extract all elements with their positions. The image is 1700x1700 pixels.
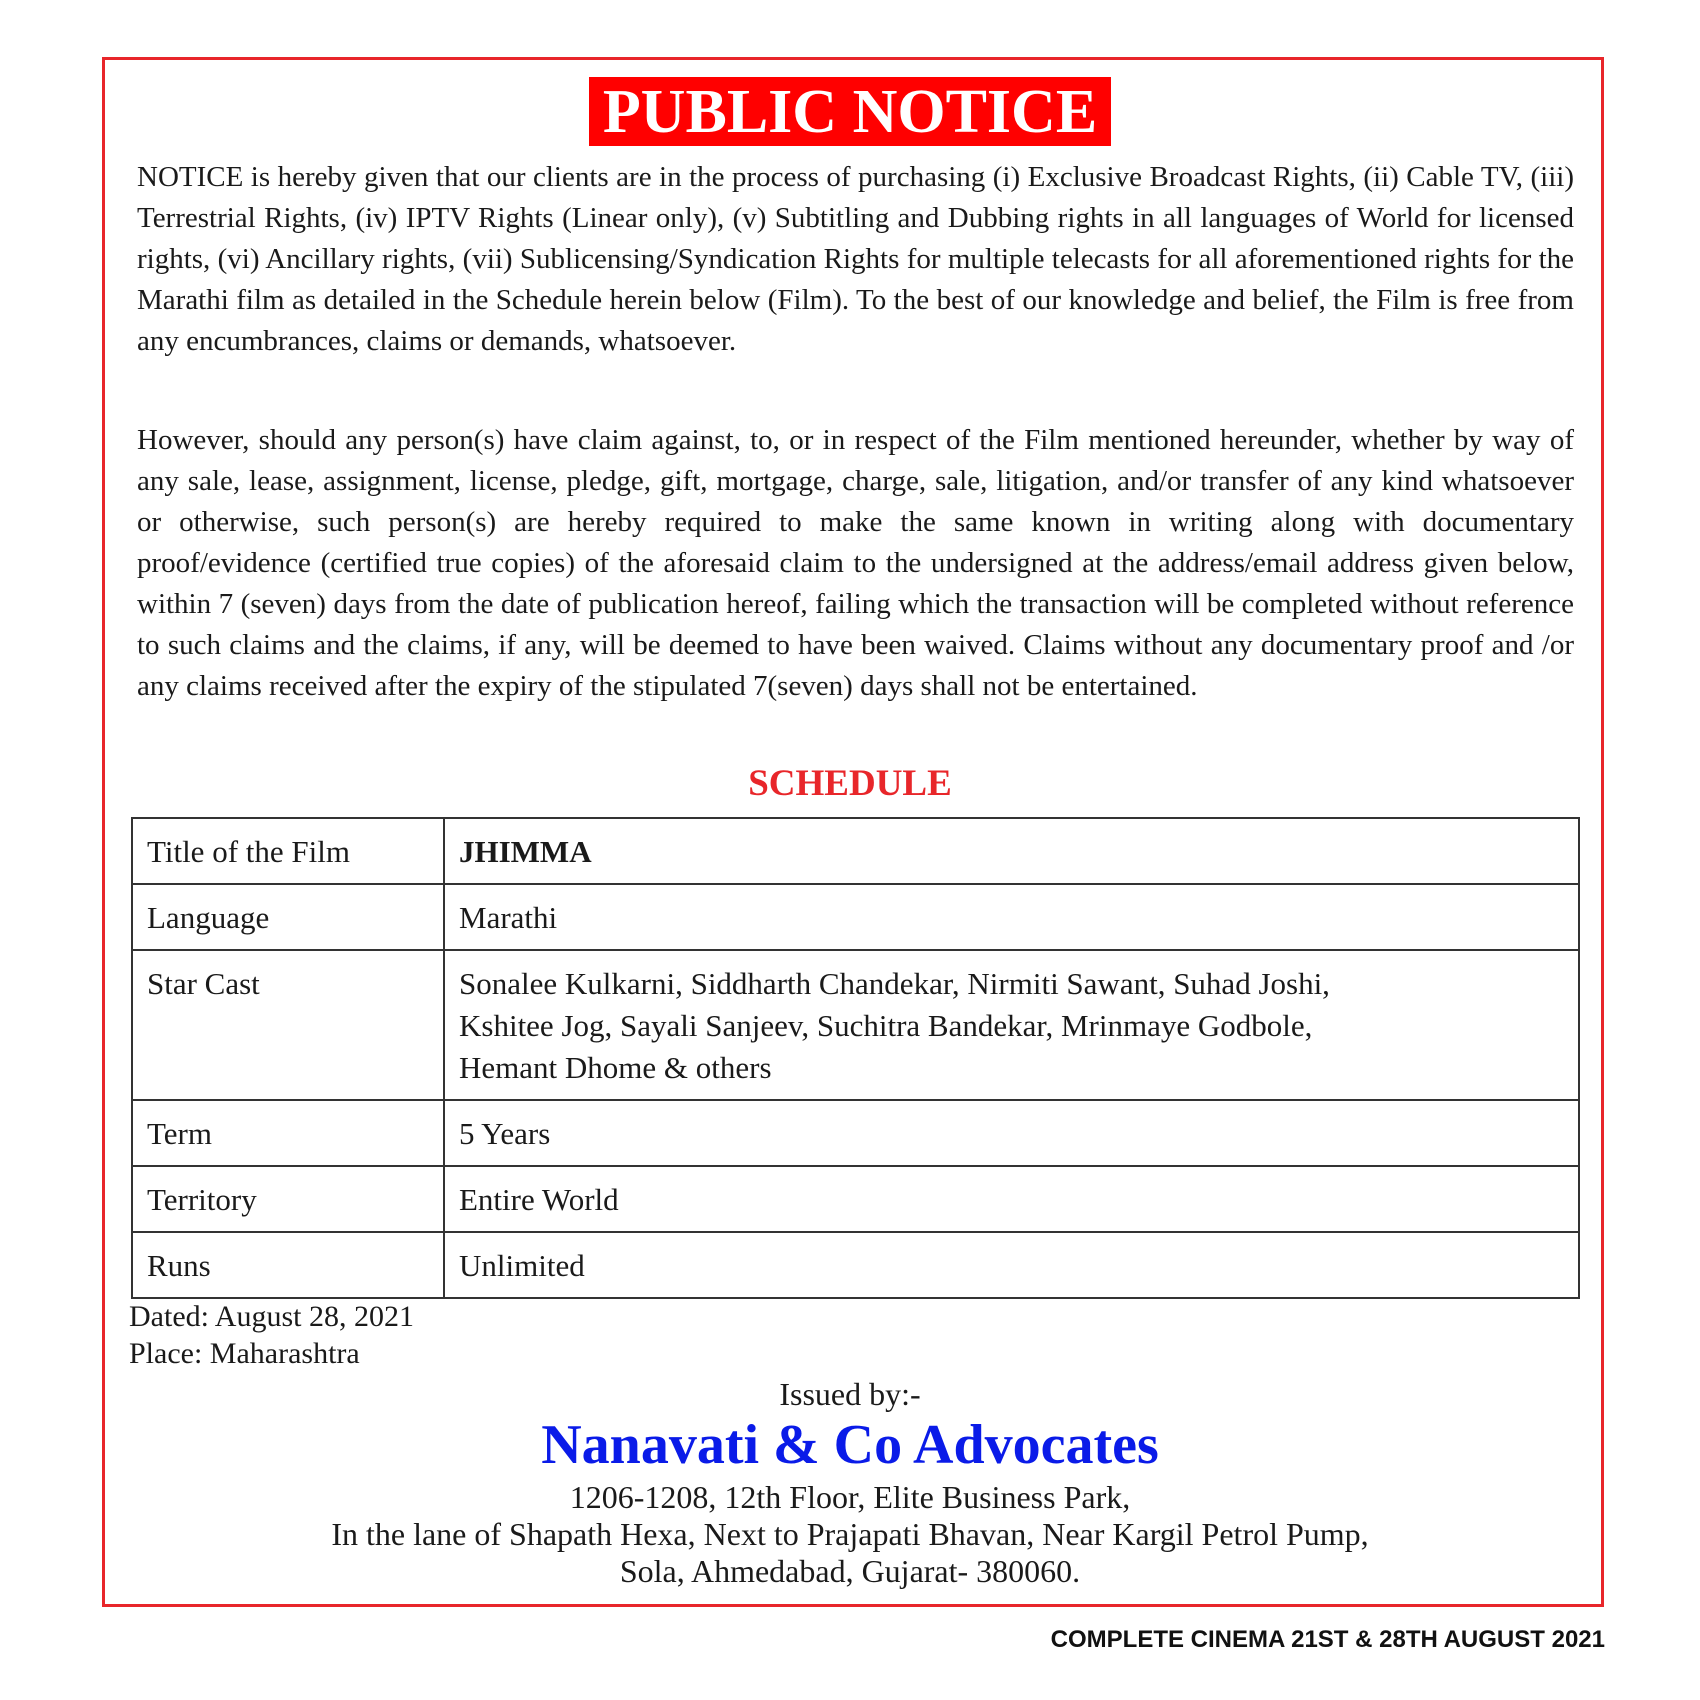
- row-label: Title of the Film: [132, 818, 444, 884]
- publication-credit: COMPLETE CINEMA 21ST & 28TH AUGUST 2021: [1050, 1626, 1605, 1653]
- address-line: In the lane of Shapath Hexa, Next to Prajapati Bhavan, Near Kargil Petrol Pump,: [331, 1516, 1369, 1552]
- runs-value: Unlimited: [444, 1232, 1579, 1298]
- star-cast-line: Sonalee Kulkarni, Siddharth Chandekar, Nirmiti Sawant, Suhad Joshi,: [459, 966, 1330, 1001]
- star-cast-line: Kshitee Jog, Sayali Sanjeev, Suchitra Bandekar, Mrinmaye Godbole,: [459, 1008, 1313, 1043]
- notice-paragraph-2: However, should any person(s) have claim against, to, or in respect of the Film mentioned hereunder, whether by way of any sale, lease, assignment, license, pledge, gift, mortgage, charge, sale, litigation, and/or transfer of any kind whatsoever or otherwise, such person(s) are hereby required to make the same known in writing along with documentary proof/evidence (certified true copies) of the aforesaid claim to the undersigned at the address/email address given below, within 7 (seven) days from the date of publication hereof, failing which the transaction will be completed without reference to such claims and the claims, if any, will be deemed to have been waived. Claims without any documentary proof and /or any claims received after the expiry of the stipulated 7(seven) days shall not be entertained.: [137, 424, 1574, 702]
- table-row: [132, 1100, 1579, 1166]
- date-place-block: [129, 1298, 414, 1372]
- row-label: Term: [132, 1100, 444, 1166]
- language-value: Marathi: [444, 884, 1579, 950]
- table-row: [132, 1166, 1579, 1232]
- schedule-heading: SCHEDULE: [748, 763, 952, 804]
- table-row: [132, 818, 1579, 884]
- row-label: Runs: [132, 1232, 444, 1298]
- row-label: Star Cast: [132, 950, 444, 1100]
- firm-name: Nanavati & Co Advocates: [541, 1414, 1159, 1476]
- film-title-value: JHIMMA: [444, 818, 1579, 884]
- table-row: [132, 1232, 1579, 1298]
- dated-text: Dated: August 28, 2021: [129, 1300, 414, 1333]
- title-wrapper: [0, 77, 1700, 146]
- notice-paragraph-1: NOTICE is hereby given that our clients are in the process of purchasing (i) Exclusive Broadcast Rights, (ii) Cable TV, (iii) Terrestrial Rights, (iv) IPTV Rights (Linear only), (v) Subtitling and Dubbing rights in all languages of World for licensed rights, (vi) Ancillary rights, (vii) Sublicensing/Syndication Rights for multiple telecasts for all aforementioned rights for the Marathi film as detailed in the Schedule herein below (Film). To the best of our knowledge and belief, the Film is free from any encumbrances, claims or demands, whatsoever.: [137, 161, 1574, 357]
- firm-address: [0, 1479, 1700, 1590]
- table-row: [132, 950, 1579, 1100]
- place-text: Place: Maharashtra: [129, 1337, 360, 1370]
- row-label: Territory: [132, 1166, 444, 1232]
- address-line: Sola, Ahmedabad, Gujarat- 380060.: [619, 1553, 1081, 1589]
- schedule-table: [131, 817, 1580, 1299]
- issued-by-label: Issued by:-: [779, 1376, 921, 1412]
- star-cast-line: Hemant Dhome & others: [459, 1050, 772, 1085]
- table-row: [132, 884, 1579, 950]
- row-label: Language: [132, 884, 444, 950]
- star-cast-value: [444, 950, 1579, 1100]
- term-value: 5 Years: [444, 1100, 1579, 1166]
- notice-title: PUBLIC NOTICE: [589, 77, 1111, 146]
- territory-value: Entire World: [444, 1166, 1579, 1232]
- address-line: 1206-1208, 12th Floor, Elite Business Park,: [569, 1479, 1131, 1515]
